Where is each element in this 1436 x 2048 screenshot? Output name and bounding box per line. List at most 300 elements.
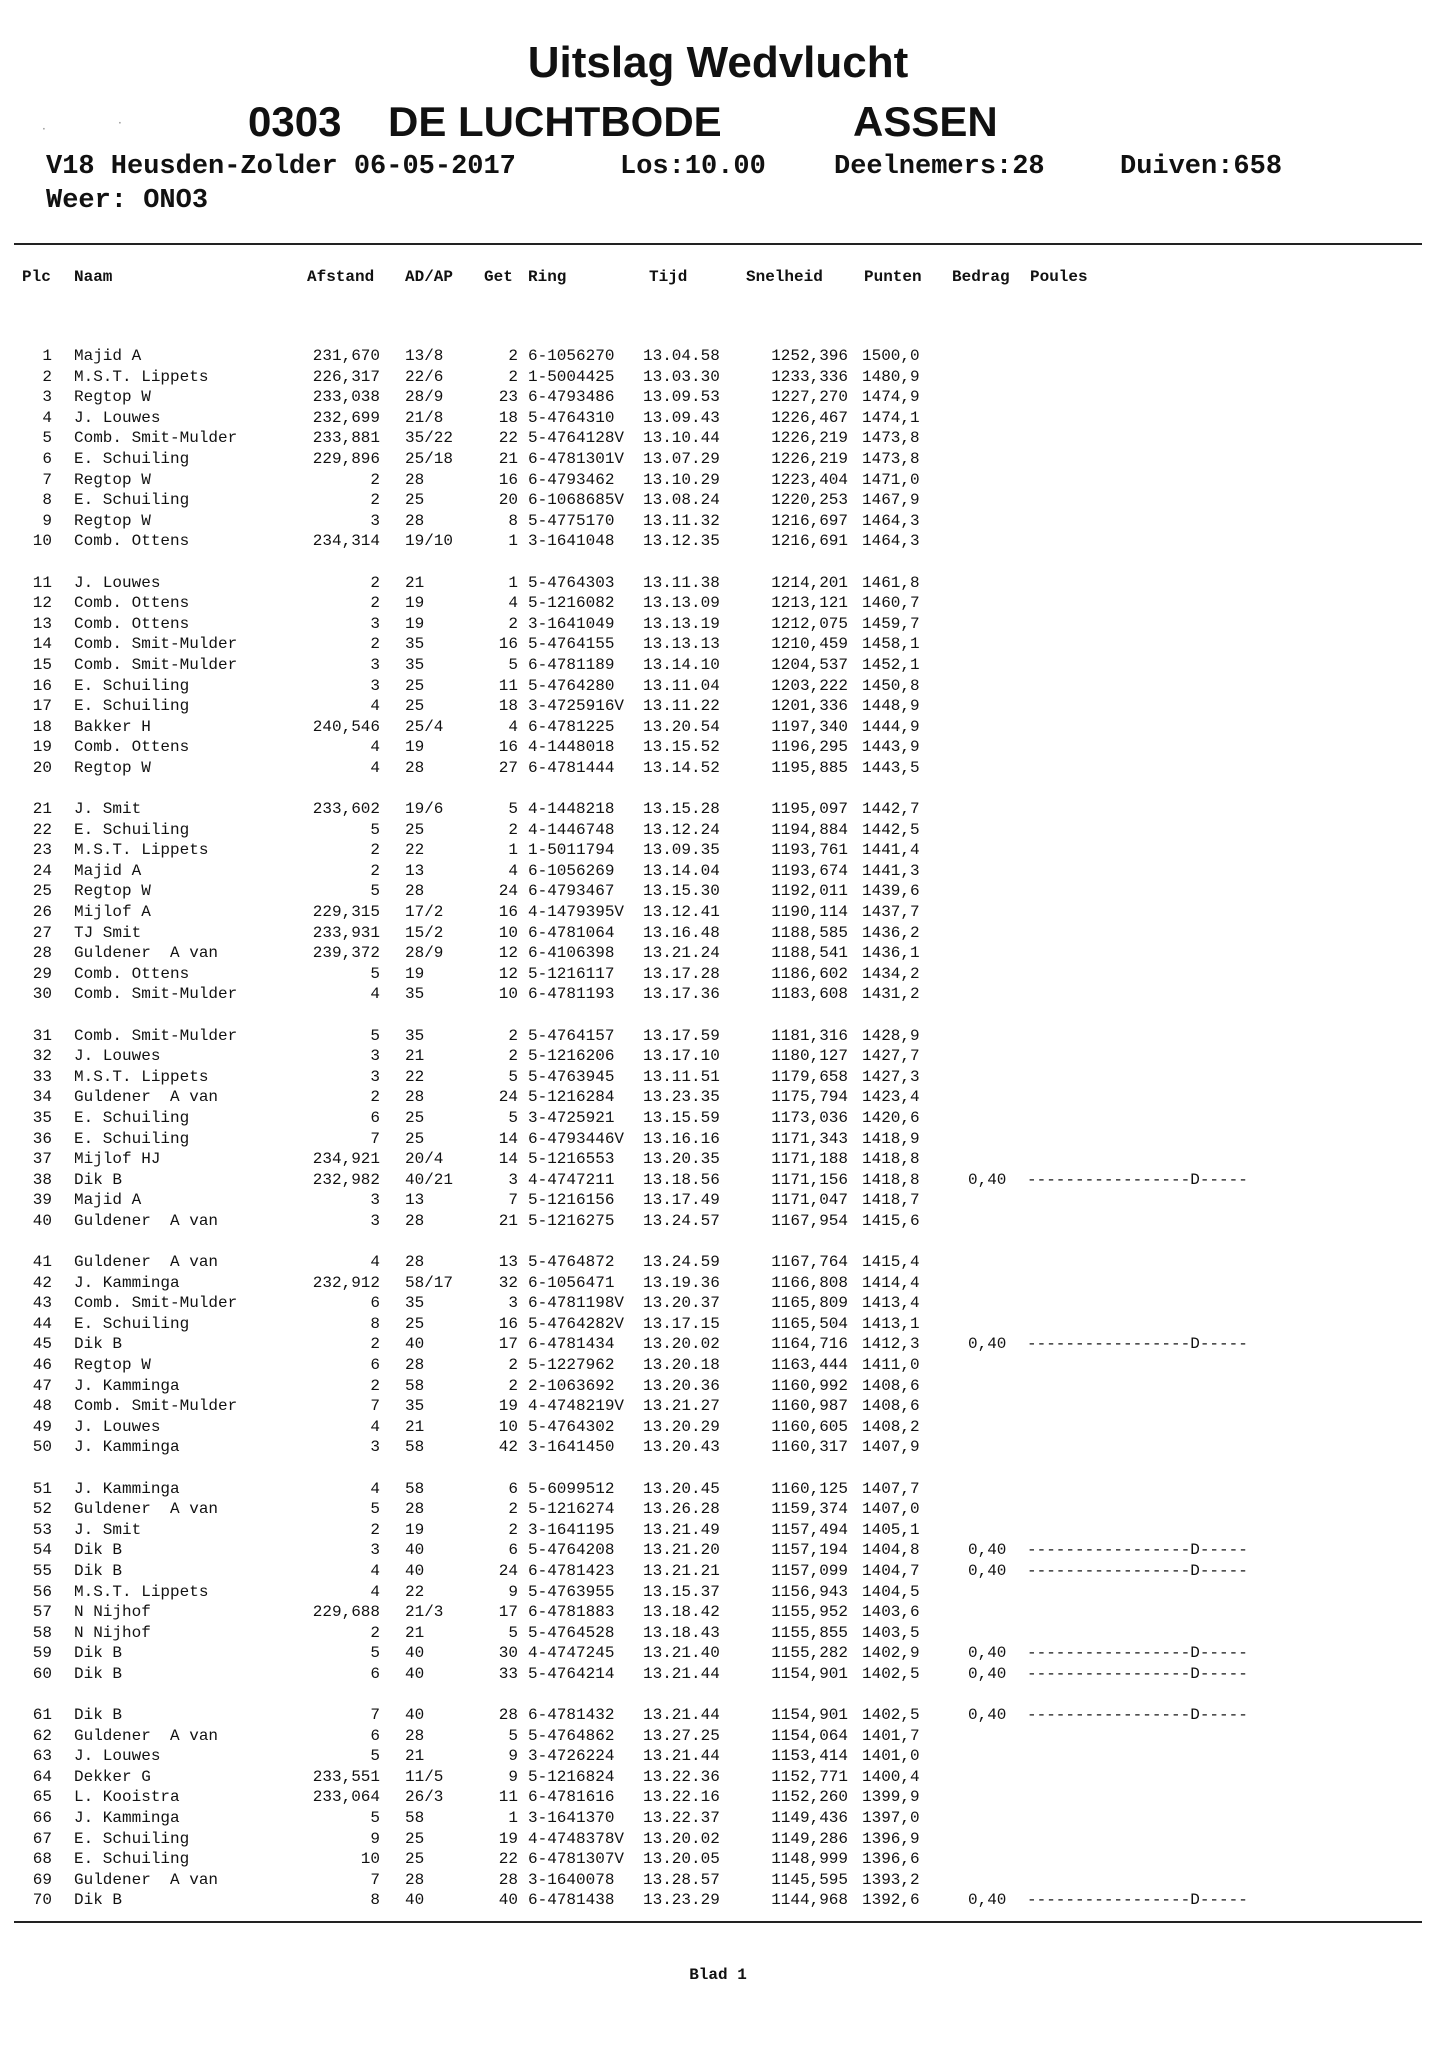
cell-name: N Nijhof: [74, 1603, 151, 1622]
cell-distance: 6: [370, 1294, 380, 1313]
cell-time: 13.23.29: [643, 1891, 720, 1910]
table-row: [0, 347, 1436, 367]
cell-speed: 1154,901: [771, 1706, 848, 1724]
cell-time: 13.17.59: [643, 1026, 720, 1045]
cell-ring: 5-1216082: [528, 594, 615, 613]
table-row: [0, 656, 1436, 676]
col-punten: Punten: [864, 268, 922, 286]
cell-ad-ap: 21/8: [405, 408, 444, 427]
cell-ring: 3-1640078: [528, 1870, 615, 1889]
cell-place: 53: [32, 1520, 52, 1539]
cell-place: 36: [32, 1129, 52, 1148]
cell-name: Comb. Ottens: [74, 614, 190, 633]
cell-place: 50: [32, 1438, 52, 1457]
cell-ad-ap: 21: [405, 1417, 425, 1436]
cell-distance: 234,921: [312, 1150, 380, 1169]
cell-ring: 3-4726224: [528, 1747, 615, 1766]
cell-count: 23: [498, 388, 518, 407]
table-row: [0, 985, 1436, 1005]
cell-place: 52: [32, 1500, 52, 1519]
table-row: [0, 450, 1436, 470]
cell-place: 18: [32, 717, 52, 736]
cell-count: 5: [508, 800, 518, 818]
cell-distance: 229,315: [312, 903, 380, 921]
cell-name: Comb. Smit-Mulder: [74, 1026, 238, 1045]
cell-points: 1401,7: [862, 1726, 920, 1745]
cell-ad-ap: 58: [405, 1438, 425, 1457]
table-row: [0, 1521, 1436, 1541]
table-row: [0, 429, 1436, 449]
cell-ring: 1-5004425: [528, 367, 615, 386]
cell-name: Regtop W: [74, 1356, 151, 1374]
cell-name: Regtop W: [74, 758, 151, 777]
cell-distance: 6: [370, 1726, 380, 1745]
table-row: [0, 1191, 1436, 1211]
cell-time: 13.11.38: [643, 573, 720, 592]
cell-time: 13.09.35: [643, 841, 720, 860]
cell-time: 13.13.13: [643, 635, 720, 654]
cell-ad-ap: 28/9: [405, 944, 444, 963]
cell-ad-ap: 40: [405, 1335, 425, 1354]
table-row: [0, 1130, 1436, 1150]
cell-count: 2: [508, 820, 518, 839]
table-row: [0, 574, 1436, 594]
cell-count: 2: [508, 347, 518, 365]
cell-speed: 1155,952: [771, 1603, 848, 1622]
cell-time: 13.17.10: [643, 1047, 720, 1066]
cell-count: 22: [498, 429, 518, 448]
scan-speck: ·: [118, 116, 122, 130]
cell-ad-ap: 35: [405, 655, 425, 674]
cell-ad-ap: 35: [405, 1026, 425, 1045]
cell-place: 29: [32, 964, 52, 983]
cell-ad-ap: 13: [405, 1191, 425, 1210]
cell-speed: 1181,316: [771, 1026, 848, 1045]
cell-time: 13.21.44: [643, 1664, 720, 1683]
cell-ad-ap: 40: [405, 1891, 425, 1910]
cell-speed: 1165,809: [771, 1294, 848, 1313]
cell-ring: 5-1227962: [528, 1356, 615, 1374]
cell-points: 1461,8: [862, 573, 920, 592]
cell-ring: 6-4781198V: [528, 1294, 625, 1313]
cell-distance: 232,912: [312, 1273, 380, 1292]
cell-poules: -----------------D-----: [1027, 1664, 1248, 1683]
cell-distance: 5: [370, 1809, 380, 1827]
cell-distance: 5: [370, 1747, 380, 1766]
cell-count: 4: [508, 594, 518, 613]
cell-ad-ap: 35: [405, 1397, 425, 1416]
cell-count: 3: [508, 1294, 518, 1313]
cell-time: 13.22.37: [643, 1809, 720, 1827]
table-row: [0, 1706, 1436, 1726]
cell-count: 28: [498, 1870, 518, 1889]
club-city: ASSEN: [853, 98, 998, 145]
table-row: [0, 1253, 1436, 1273]
cell-poules: -----------------D-----: [1027, 1891, 1248, 1910]
cell-count: 4: [508, 717, 518, 736]
cell-distance: 5: [370, 820, 380, 839]
cell-count: 5: [508, 655, 518, 674]
cell-speed: 1195,885: [771, 758, 848, 777]
cell-speed: 1167,954: [771, 1211, 848, 1230]
cell-name: Guldener A van: [74, 1726, 219, 1745]
cell-distance: 2: [370, 1623, 380, 1642]
cell-speed: 1160,992: [771, 1376, 848, 1395]
cell-points: 1427,7: [862, 1047, 920, 1066]
cell-ad-ap: 25: [405, 491, 425, 510]
cell-name: Dik B: [74, 1335, 123, 1354]
cell-time: 13.21.44: [643, 1706, 720, 1724]
table-row: [0, 1562, 1436, 1582]
cell-amount: 0,40: [968, 1170, 1007, 1189]
cell-ad-ap: 35: [405, 1294, 425, 1313]
cell-place: 55: [32, 1561, 52, 1580]
cell-ad-ap: 25: [405, 1829, 425, 1848]
club-code: 0303: [248, 98, 342, 145]
cell-distance: 3: [370, 1191, 380, 1210]
table-row: [0, 1809, 1436, 1829]
cell-place: 2: [42, 367, 52, 386]
table-row: [0, 1850, 1436, 1870]
cell-points: 1403,5: [862, 1623, 920, 1642]
cell-distance: 4: [370, 1561, 380, 1580]
table-row: [0, 697, 1436, 717]
cell-amount: 0,40: [968, 1664, 1007, 1683]
cell-place: 25: [32, 882, 52, 901]
cell-points: 1415,6: [862, 1211, 920, 1230]
cell-points: 1436,1: [862, 944, 920, 963]
cell-speed: 1160,125: [771, 1479, 848, 1498]
cell-points: 1434,2: [862, 964, 920, 983]
table-row: [0, 1274, 1436, 1294]
cell-speed: 1223,404: [771, 470, 848, 489]
cell-amount: 0,40: [968, 1335, 1007, 1354]
cell-ring: 5-4764280: [528, 676, 615, 695]
cell-time: 13.08.24: [643, 491, 720, 510]
cell-place: 5: [42, 429, 52, 448]
cell-time: 13.04.58: [643, 347, 720, 365]
cell-speed: 1179,658: [771, 1067, 848, 1086]
cell-place: 6: [42, 450, 52, 468]
table-row: [0, 1768, 1436, 1788]
cell-speed: 1193,674: [771, 861, 848, 880]
cell-count: 8: [508, 511, 518, 530]
cell-ring: 6-4793467: [528, 882, 615, 901]
cell-count: 2: [508, 1356, 518, 1374]
cell-ring: 2-1063692: [528, 1376, 615, 1395]
cell-time: 13.18.56: [643, 1170, 720, 1189]
table-row: [0, 491, 1436, 511]
cell-place: 49: [32, 1417, 52, 1436]
cell-count: 1: [508, 532, 518, 551]
cell-ring: 5-6099512: [528, 1479, 615, 1498]
cell-name: J. Kamminga: [74, 1809, 180, 1827]
cell-points: 1474,1: [862, 408, 920, 427]
cell-speed: 1213,121: [771, 594, 848, 613]
cell-points: 1413,1: [862, 1314, 920, 1333]
cell-points: 1431,2: [862, 985, 920, 1004]
cell-place: 15: [32, 655, 52, 674]
cell-ad-ap: 20/4: [405, 1150, 444, 1169]
cell-name: Majid A: [74, 347, 142, 365]
cell-name: J. Kamminga: [74, 1479, 180, 1498]
cell-name: Majid A: [74, 861, 142, 880]
cell-place: 33: [32, 1067, 52, 1086]
table-row: [0, 1088, 1436, 1108]
cell-speed: 1157,099: [771, 1561, 848, 1580]
cell-ad-ap: 28: [405, 1870, 425, 1889]
cell-time: 13.24.57: [643, 1211, 720, 1230]
cell-distance: 5: [370, 882, 380, 901]
cell-place: 63: [32, 1747, 52, 1766]
cell-distance: 233,551: [312, 1767, 380, 1786]
cell-points: 1405,1: [862, 1520, 920, 1539]
cell-ad-ap: 19: [405, 738, 425, 757]
cell-name: M.S.T. Lippets: [74, 1582, 209, 1601]
table-row: [0, 471, 1436, 491]
cell-name: E. Schuiling: [74, 491, 190, 510]
cell-points: 1500,0: [862, 347, 920, 365]
cell-speed: 1220,253: [771, 491, 848, 510]
cell-points: 1418,9: [862, 1129, 920, 1148]
cell-name: Guldener A van: [74, 1253, 219, 1271]
cell-time: 13.03.30: [643, 367, 720, 386]
table-row: [0, 924, 1436, 944]
cell-ad-ap: 19: [405, 614, 425, 633]
cell-name: E. Schuiling: [74, 450, 190, 468]
cell-ring: 6-4781064: [528, 923, 615, 942]
cell-distance: 2: [370, 1335, 380, 1354]
cell-distance: 3: [370, 1067, 380, 1086]
cell-speed: 1163,444: [771, 1356, 848, 1374]
cell-place: 19: [32, 738, 52, 757]
cell-poules: -----------------D-----: [1027, 1706, 1248, 1724]
cell-place: 34: [32, 1088, 52, 1107]
cell-place: 39: [32, 1191, 52, 1210]
cell-name: N Nijhof: [74, 1623, 151, 1642]
table-row: [0, 512, 1436, 532]
cell-ad-ap: 28: [405, 1211, 425, 1230]
cell-ring: 4-1479395V: [528, 903, 625, 921]
cell-distance: 5: [370, 1026, 380, 1045]
cell-count: 30: [498, 1644, 518, 1663]
cell-speed: 1226,467: [771, 408, 848, 427]
cell-distance: 8: [370, 1891, 380, 1910]
table-row: [0, 1418, 1436, 1438]
cell-speed: 1183,608: [771, 985, 848, 1004]
cell-place: 38: [32, 1170, 52, 1189]
cell-poules: -----------------D-----: [1027, 1335, 1248, 1354]
cell-speed: 1152,260: [771, 1788, 848, 1807]
cell-time: 13.13.09: [643, 594, 720, 613]
cell-place: 7: [42, 470, 52, 489]
cell-speed: 1193,761: [771, 841, 848, 860]
cell-distance: 233,064: [312, 1788, 380, 1807]
cell-name: J. Kamminga: [74, 1376, 180, 1395]
cell-count: 14: [498, 1150, 518, 1169]
cell-time: 13.15.28: [643, 800, 720, 818]
cell-count: 33: [498, 1664, 518, 1683]
cell-points: 1428,9: [862, 1026, 920, 1045]
cell-count: 6: [508, 1541, 518, 1560]
table-row: [0, 1397, 1436, 1417]
cell-ad-ap: 21: [405, 1623, 425, 1642]
cell-ring: 5-1216156: [528, 1191, 615, 1210]
col-poules: Poules: [1030, 268, 1088, 286]
cell-name: Dik B: [74, 1891, 123, 1910]
table-row: [0, 1788, 1436, 1808]
cell-ad-ap: 35/22: [405, 429, 454, 448]
cell-name: M.S.T. Lippets: [74, 1067, 209, 1086]
cell-ring: 6-4781423: [528, 1561, 615, 1580]
cell-time: 13.14.04: [643, 861, 720, 880]
cell-amount: 0,40: [968, 1706, 1007, 1724]
birds-count: Duiven:658: [1120, 152, 1283, 182]
cell-ring: 6-1056471: [528, 1273, 615, 1292]
cell-ad-ap: 22/6: [405, 367, 444, 386]
cell-ring: 1-5011794: [528, 841, 615, 860]
cell-place: 23: [32, 841, 52, 860]
cell-points: 1420,6: [862, 1108, 920, 1127]
table-row: [0, 1294, 1436, 1314]
cell-name: J. Kamminga: [74, 1438, 180, 1457]
cell-points: 1404,5: [862, 1582, 920, 1601]
cell-place: 13: [32, 614, 52, 633]
col-afstand: Afstand: [307, 268, 375, 286]
table-row: [0, 368, 1436, 388]
cell-count: 5: [508, 1067, 518, 1086]
cell-place: 56: [32, 1582, 52, 1601]
cell-time: 13.21.27: [643, 1397, 720, 1416]
cell-ring: 5-4764155: [528, 635, 615, 654]
cell-count: 18: [498, 408, 518, 427]
cell-speed: 1186,602: [771, 964, 848, 983]
cell-speed: 1160,605: [771, 1417, 848, 1436]
cell-ring: 4-4747211: [528, 1170, 615, 1189]
cell-distance: 6: [370, 1108, 380, 1127]
cell-place: 27: [32, 923, 52, 942]
cell-points: 1407,7: [862, 1479, 920, 1498]
cell-speed: 1165,504: [771, 1314, 848, 1333]
table-row: [0, 677, 1436, 697]
cell-name: E. Schuiling: [74, 676, 190, 695]
cell-name: Comb. Ottens: [74, 594, 190, 613]
cell-points: 1444,9: [862, 717, 920, 736]
cell-ring: 5-4775170: [528, 511, 615, 530]
cell-name: J. Louwes: [74, 573, 161, 592]
cell-place: 61: [32, 1706, 52, 1724]
cell-speed: 1214,201: [771, 573, 848, 592]
cell-ad-ap: 19: [405, 1520, 425, 1539]
cell-count: 20: [498, 491, 518, 510]
cell-count: 32: [498, 1273, 518, 1292]
page-title: Uitslag Wedvlucht: [527, 38, 909, 87]
cell-ring: 6-4781432: [528, 1706, 615, 1724]
cell-distance: 233,881: [312, 429, 380, 448]
cell-points: 1450,8: [862, 676, 920, 695]
cell-name: Dik B: [74, 1706, 123, 1724]
cell-count: 12: [498, 944, 518, 963]
cell-points: 1448,9: [862, 697, 920, 716]
cell-ring: 6-1068685V: [528, 491, 625, 510]
cell-speed: 1156,943: [771, 1582, 848, 1601]
cell-distance: 3: [370, 1438, 380, 1457]
cell-time: 13.21.44: [643, 1747, 720, 1766]
cell-place: 32: [32, 1047, 52, 1066]
cell-name: E. Schuiling: [74, 697, 190, 716]
participants-count: Deelnemers:28: [834, 152, 1045, 182]
cell-points: 1464,3: [862, 511, 920, 530]
cell-time: 13.21.20: [643, 1541, 720, 1560]
table-row: [0, 1624, 1436, 1644]
cell-ad-ap: 40/21: [405, 1170, 454, 1189]
cell-points: 1443,5: [862, 758, 920, 777]
cell-time: 13.17.15: [643, 1314, 720, 1333]
cell-place: 54: [32, 1541, 52, 1560]
cell-time: 13.26.28: [643, 1500, 720, 1519]
cell-ring: 4-4748378V: [528, 1829, 625, 1848]
cell-ad-ap: 19: [405, 594, 425, 613]
cell-distance: 226,317: [312, 367, 380, 386]
cell-count: 16: [498, 903, 518, 921]
cell-ad-ap: 25/18: [405, 450, 454, 468]
cell-distance: 7: [370, 1870, 380, 1889]
table-row: [0, 944, 1436, 964]
cell-distance: 8: [370, 1314, 380, 1333]
cell-distance: 232,699: [312, 408, 380, 427]
cell-ad-ap: 28: [405, 1500, 425, 1519]
cell-name: Regtop W: [74, 470, 151, 489]
cell-distance: 3: [370, 511, 380, 530]
cell-points: 1459,7: [862, 614, 920, 633]
cell-ring: 5-4764282V: [528, 1314, 625, 1333]
table-row: [0, 1644, 1436, 1664]
cell-speed: 1204,537: [771, 655, 848, 674]
cell-name: J. Kamminga: [74, 1273, 180, 1292]
cell-ad-ap: 40: [405, 1706, 425, 1724]
cell-points: 1404,8: [862, 1541, 920, 1560]
cell-speed: 1201,336: [771, 697, 848, 716]
cell-ring: 3-1641048: [528, 532, 615, 551]
cell-name: Guldener A van: [74, 944, 219, 963]
cell-distance: 4: [370, 758, 380, 777]
cell-ad-ap: 22: [405, 1067, 425, 1086]
cell-name: M.S.T. Lippets: [74, 841, 209, 860]
cell-ring: 4-4748219V: [528, 1397, 625, 1416]
cell-time: 13.28.57: [643, 1870, 720, 1889]
cell-count: 6: [508, 1479, 518, 1498]
cell-count: 13: [498, 1253, 518, 1271]
cell-points: 1436,2: [862, 923, 920, 942]
cell-count: 16: [498, 635, 518, 654]
table-row: [0, 1891, 1436, 1911]
cell-ad-ap: 19/6: [405, 800, 444, 818]
cell-ad-ap: 35: [405, 985, 425, 1004]
cell-ad-ap: 25: [405, 1108, 425, 1127]
cell-distance: 7: [370, 1397, 380, 1416]
cell-ring: 6-4781225: [528, 717, 615, 736]
cell-points: 1471,0: [862, 470, 920, 489]
cell-time: 13.12.35: [643, 532, 720, 551]
cell-speed: 1227,270: [771, 388, 848, 407]
cell-count: 2: [508, 1026, 518, 1045]
table-row: [0, 532, 1436, 552]
table-row: [0, 635, 1436, 655]
cell-ad-ap: 58: [405, 1809, 425, 1827]
cell-time: 13.11.04: [643, 676, 720, 695]
cell-time: 13.20.43: [643, 1438, 720, 1457]
cell-ring: 5-4764157: [528, 1026, 615, 1045]
